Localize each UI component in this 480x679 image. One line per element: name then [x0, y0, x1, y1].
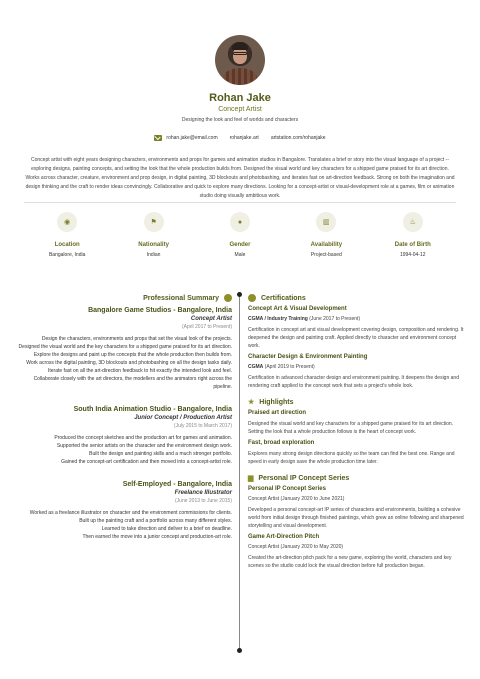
avatar [215, 35, 265, 85]
experience-column [18, 294, 232, 541]
certification-entry [248, 306, 468, 350]
certification-title: Concept Art & Visual Development [248, 306, 347, 312]
fact-date-of-birth [370, 212, 456, 258]
projects-heading [248, 474, 468, 482]
job-duty: Then earned the move into a junior concept and production-art role. [82, 534, 232, 540]
job-entry [18, 481, 232, 541]
job-company: South India Animation Studio - Bangalore, India [73, 406, 232, 413]
location-icon: ◉ [57, 212, 77, 232]
details-column [248, 294, 468, 570]
email-contact[interactable] [154, 135, 217, 141]
highlight-description: Designed the visual world and key characters for a shipped game praised for its art direction. Setting the look that a whole production follows is the heart of concept work. [248, 421, 454, 435]
fact-nationality [111, 212, 197, 258]
job-duty: Built the design and painting skills and a much stronger portfolio. [89, 451, 232, 457]
certifications-heading-text: Certifications [261, 294, 306, 302]
job-duty: Supported the senior artists on the character and the environment design work. [56, 443, 232, 449]
job-duty: Learned to take direction and deliver to a brief on deadline. [101, 526, 232, 532]
job-dates: (April 2017 to Present) [181, 324, 232, 330]
certification-description: Certification in advanced character design and environment painting. It deepens the design and rendering craft applied to the concept work that sets a project's whole look. [248, 375, 459, 389]
certification-dates: (April 2019 to Present) [264, 364, 315, 370]
job-duty: Work across the digital painting, 3D blockouts and photobashing on all the design tasks daily. [26, 360, 232, 366]
profile-tagline: Designing the look and feel of worlds and characters [181, 117, 299, 123]
folder-icon: ▆ [248, 475, 254, 482]
certification-org: CGMA / Industry Training [248, 316, 308, 322]
job-dates: (June 2013 to June 2015) [175, 498, 232, 504]
job-entry [18, 307, 232, 391]
fact-label: Nationality [138, 242, 169, 248]
job-duty: Collaborate closely with the art directors, the modellers and the animators right across the pipeline. [33, 376, 232, 390]
certification-title: Character Design & Environment Painting [248, 354, 368, 360]
project-dates: Concept Artist (January 2020 to June 2021) [248, 496, 345, 502]
certification-meta [248, 364, 468, 370]
avatar-shirt [223, 68, 257, 85]
project-title: Game Art-Direction Pitch [248, 534, 320, 540]
experience-heading [18, 294, 232, 302]
avatar-hair [232, 42, 248, 50]
portfolio-contact[interactable] [271, 135, 326, 141]
project-description: Developed a personal concept-art IP series of characters and environments, building a cohesive world from initial design through finished paintings, which grew an online following and sharpened storytelling and visual development. [248, 507, 464, 529]
job-entry [18, 406, 232, 466]
avatar-glasses [233, 52, 247, 55]
facts-divider [24, 202, 456, 203]
experience-heading-text: Professional Summary [143, 294, 219, 302]
job-duty: Worked as a freelance illustrator on character and the environment commissions for clients. [29, 510, 232, 516]
website-text: rohanjake.art [229, 135, 259, 141]
job-role: Junior Concept / Production Artist [134, 415, 232, 421]
timeline-start-dot [237, 292, 242, 297]
fact-label: Availability [310, 242, 343, 248]
fact-label: Date of Birth [394, 242, 431, 248]
fact-value: 1994-04-12 [399, 252, 426, 258]
personal-facts [24, 212, 456, 258]
job-duty: Built up the painting craft and a portfolio across many different styles. [79, 518, 232, 524]
fact-label: Gender [229, 242, 251, 248]
chart-icon: ▥ [316, 212, 336, 232]
website-contact[interactable] [230, 135, 259, 141]
certification-dates: (June 2017 to Present) [309, 316, 361, 322]
contact-row [0, 135, 480, 141]
project-description: Created the art-direction pitch pack for a new game, exploring the world, characters and key scenes so the studio could lock the visual direction before full production began. [248, 555, 452, 569]
job-duties [18, 509, 232, 541]
highlight-description: Explores many strong design directions quickly so the team can find the best one. Range and speed in early design save the whole production time later. [248, 451, 455, 465]
flag-icon: ⚑ [144, 212, 164, 232]
cake-icon: ♨ [403, 212, 423, 232]
certification-org: CGMA [248, 364, 264, 370]
job-duty: Designed the visual world and the key characters for a shipped game praised for its art direction. [18, 344, 232, 350]
job-duty: Produced the concept sketches and the production art for games and animation. [54, 435, 232, 441]
profile-name: Rohan Jake [209, 92, 271, 104]
project-dates: Concept Artist (January 2020 to May 2020) [248, 544, 344, 550]
fact-value: Indian [146, 252, 161, 258]
fact-location [24, 212, 110, 258]
portfolio-text: artstation.com/rohanjake [270, 135, 326, 141]
certification-entry [248, 354, 468, 390]
fact-value: Bangalore, India [48, 252, 86, 258]
project-title: Personal IP Concept Series [248, 486, 326, 492]
job-role: Freelance Illustrator [174, 490, 232, 496]
certification-description: Certification in concept art and visual development covering design, composition and rendering. It deepened the design and painting craft. Applied directly to character and environment concept work. [248, 327, 464, 349]
job-duty: Design the characters, environments and props that set the visual look of the projects. [41, 336, 232, 342]
job-role: Concept Artist [190, 316, 232, 322]
project-entry [248, 486, 468, 530]
highlight-title: Fast, broad exploration [248, 440, 315, 446]
projects-heading-text: Personal IP Concept Series [258, 474, 350, 482]
fact-value: Project-based [310, 252, 342, 258]
job-duty: Iterate fast on all the art-direction feedback to hit exactly the intended look and feel. [47, 368, 232, 374]
email-text: rohan.jake@email.com [166, 135, 218, 141]
job-duty: Explore the designs and paint up the concepts that the whole production then builds from. [33, 352, 232, 358]
fact-availability [283, 212, 369, 258]
highlights-heading [248, 398, 468, 406]
job-duties [18, 335, 232, 391]
gear-icon [224, 294, 232, 302]
star-icon: ★ [248, 399, 255, 406]
highlight-title: Praised art direction [248, 410, 307, 416]
profile-title: Concept Artist [218, 106, 262, 113]
highlight-entry [248, 410, 468, 436]
fact-label: Location [54, 242, 80, 248]
certifications-heading [248, 294, 468, 302]
highlight-entry [248, 440, 468, 466]
project-entry [248, 534, 468, 570]
job-duty: Gained the concept-art certification and then moved into a concept-artist role. [61, 459, 232, 465]
profile-summary: Concept artist with eight years designing characters, environments and props for games and animation studios in Bangalore. Translates a brief or story into the visual language of a project -- exploring designs, painting concepts, and setting the look that the whole production builds from. Designed the visual world and key characters for a shipped game praised for its art direction. Works across character, creature, environment and prop design, in digital painting, 3D blockouts and photobashing, and iterates fast on art-direction feedback. Strong on both the imagination and design thinking and the craft to render ideas convincingly. Collaborative and quick to explore many directions. Looking for a concept-artist or visual-development role at a games, film or animation studio doing visually ambitious work. [25, 157, 455, 199]
job-company: Self-Employed - Bangalore, India [122, 481, 232, 488]
person-icon: ● [230, 212, 250, 232]
timeline-end-dot [237, 648, 242, 653]
certification-meta [248, 316, 468, 322]
job-company: Bangalore Game Studios - Bangalore, India [88, 307, 232, 314]
fact-value: Male [234, 252, 246, 258]
gear-icon [248, 294, 256, 302]
mail-icon [154, 135, 162, 141]
fact-gender [197, 212, 283, 258]
highlights-heading-text: Highlights [259, 398, 294, 406]
timeline-line [239, 294, 240, 650]
job-duties [18, 434, 232, 466]
job-dates: (July 2015 to March 2017) [173, 423, 232, 429]
